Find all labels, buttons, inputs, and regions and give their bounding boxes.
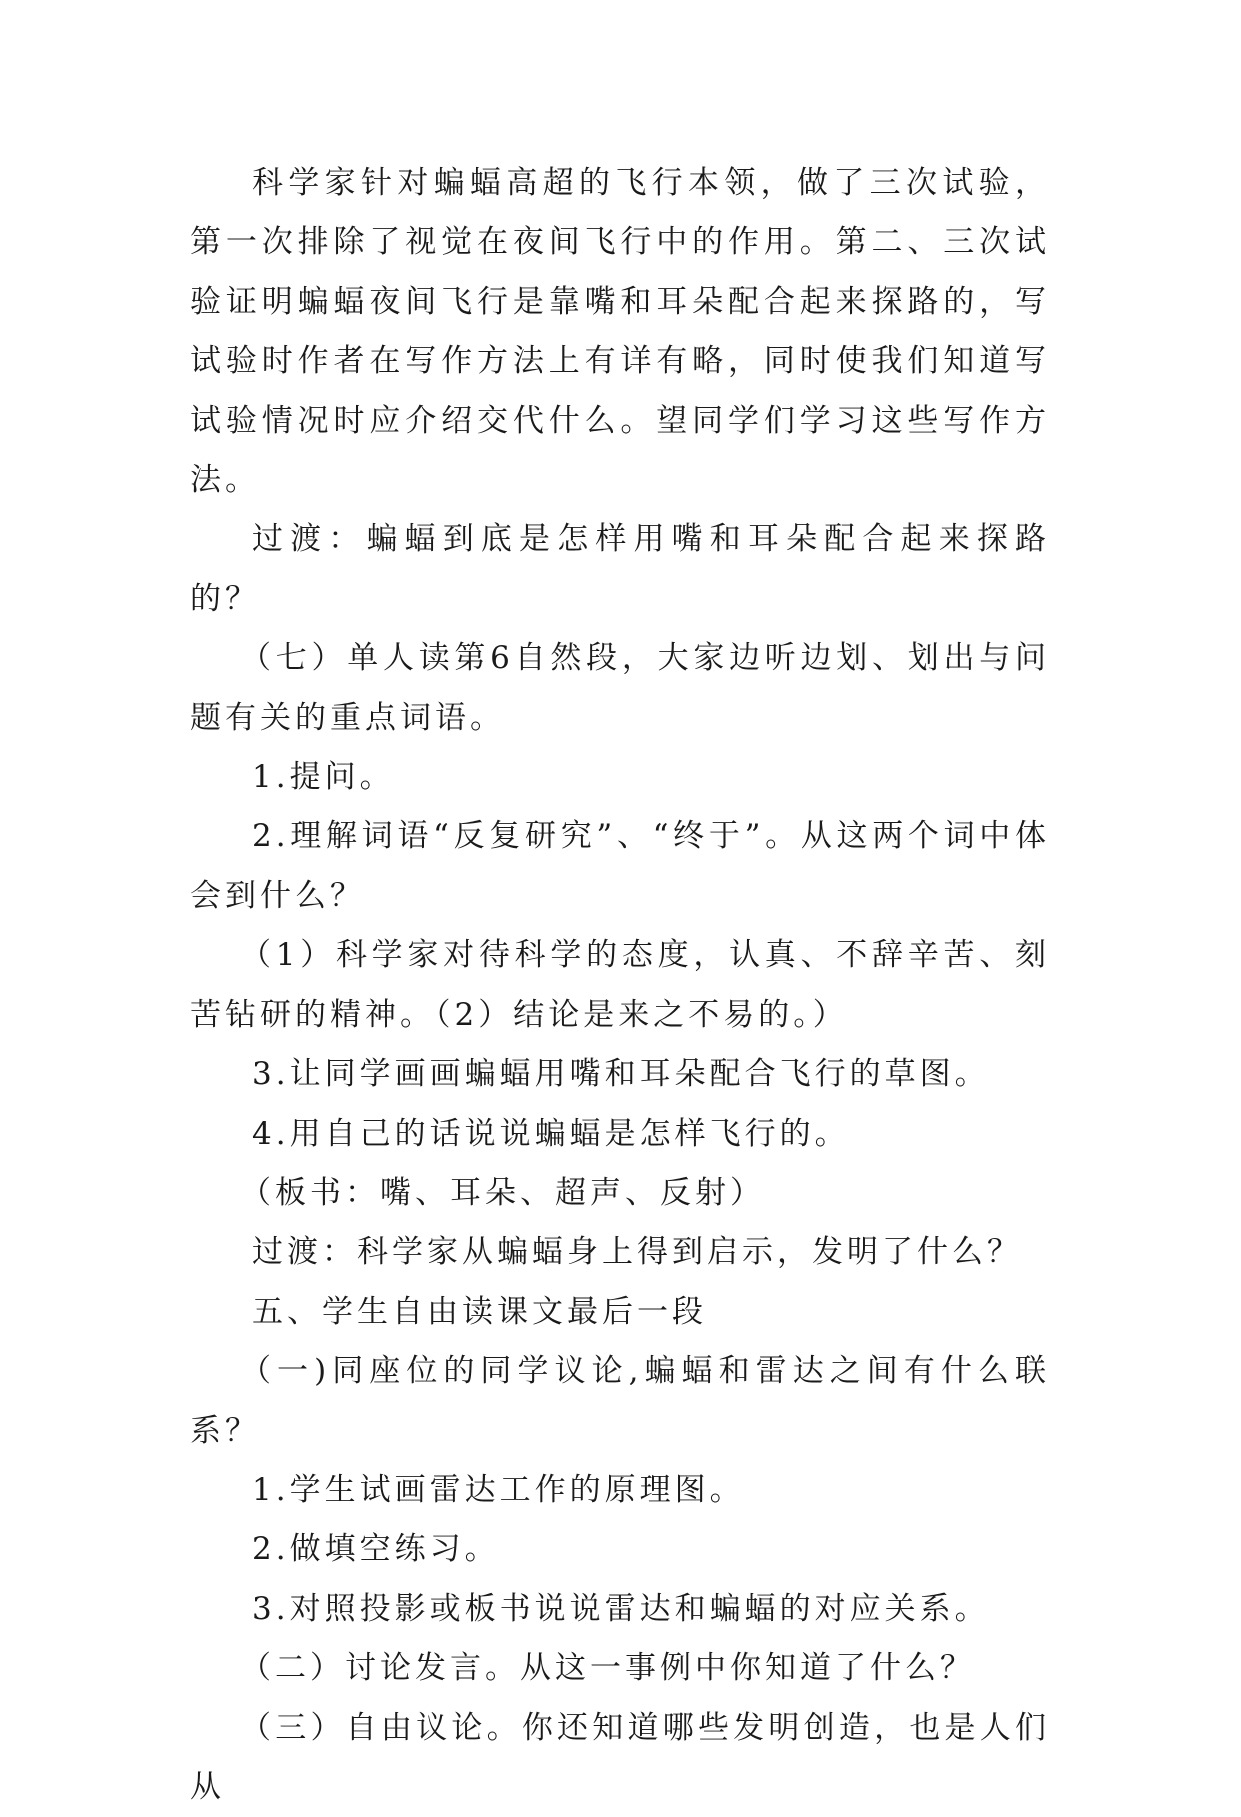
paragraph-radar-item-2: 2.做填空练习。	[252, 1531, 500, 1568]
paragraph-item-4-retell: 4.用自己的话说说蝙蝠是怎样飞行的。	[252, 1115, 850, 1152]
paragraph-item-3-sketch: 3.让同学画画蝙蝠用嘴和耳朵配合飞行的草图。	[252, 1056, 990, 1093]
section-heading-5: 五、学生自由读课文最后一段	[252, 1293, 707, 1330]
paragraph-radar-item-3: 3.对照投影或板书说说雷达和蝙蝠的对应关系。	[252, 1590, 990, 1627]
paragraph-experiments-summary: 科学家针对蝙蝠高超的飞行本领，做了三次试验，第一次排除了视觉在夜间飞行中的作用。第二、三次试验证明蝙蝠夜间飞行是靠嘴和耳朵配合起来探路的，写试验时作者在写作方法上有详有略，同时使我们知道写试验情况时应介绍交代什么。望同学们学习这些写作方法。	[190, 165, 1050, 499]
paragraph-step-1-discussion: （一)同座位的同学议论,蝙蝠和雷达之间有什么联系？	[190, 1353, 1050, 1449]
paragraph-item-2-vocabulary: 2.理解词语“反复研究”、“终于”。从这两个词中体会到什么？	[190, 818, 1050, 914]
paragraph-step-3-free-discussion: （三）自由议论。你还知道哪些发明创造，也是人们从	[190, 1709, 1050, 1805]
paragraph-step-2-speech: （二）讨论发言。从这一事例中你知道了什么？	[240, 1650, 975, 1687]
paragraph-radar-item-1: 1.学生试画雷达工作的原理图。	[252, 1471, 745, 1508]
paragraph-transition-2: 过渡：科学家从蝙蝠身上得到启示，发明了什么？	[252, 1234, 1022, 1271]
paragraph-step-7: （七）单人读第6自然段，大家边听边划、划出与问题有关的重点词语。	[190, 640, 1050, 736]
paragraph-item-1-question: 1.提问。	[252, 759, 395, 796]
paragraph-answer-notes: （1）科学家对待科学的态度，认真、不辞辛苦、刻苦钻研的精神。（2）结论是来之不易的。）	[190, 937, 1050, 1033]
document-body	[190, 154, 1050, 1817]
paragraph-blackboard-notes: （板书：嘴、耳朵、超声、反射）	[240, 1174, 765, 1211]
paragraph-transition-1: 过渡：蝙蝠到底是怎样用嘴和耳朵配合起来探路的？	[190, 521, 1050, 617]
